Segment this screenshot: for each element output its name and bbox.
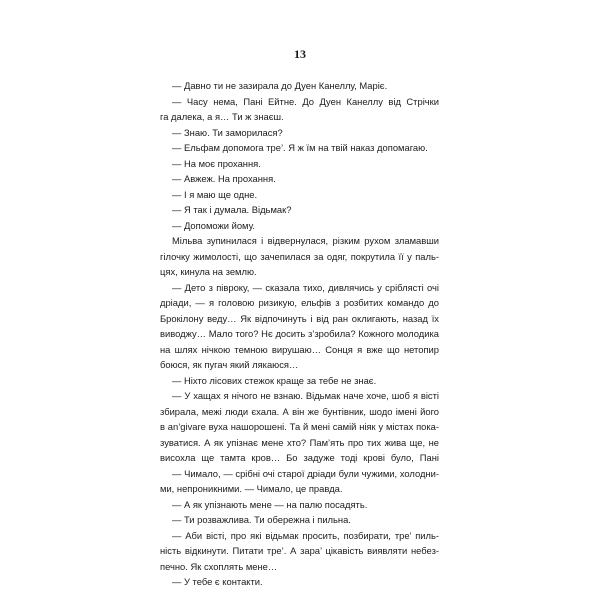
- text-line: — На моє прохання.: [172, 157, 261, 169]
- text-line: — І я маю ще одне.: [172, 188, 258, 200]
- text-line: ми, непроникними. — Чимало, це правда.: [160, 483, 343, 494]
- text-line: — Аби вісті, про які відьмак просить, позбирати, тре’ пиль-: [172, 529, 439, 541]
- text-line: — У тебе є контакти.: [172, 576, 263, 587]
- text-line: Мільва зупинилася і відвернулася, різким рухом зламавши: [172, 235, 439, 246]
- text-line: — У хащах я нічого не взнаю. Відьмак наче хоче, шоб я вісті: [172, 390, 439, 401]
- text-line: виводжу… Мало того? Нє досить з’зробила? Кожного молодика: [160, 328, 439, 339]
- text-line: — Ніхто лісових стежок краще за тебе не знає.: [172, 374, 377, 386]
- page-number: 13: [294, 47, 306, 61]
- text-line: цях, кинула на землю.: [160, 266, 257, 277]
- text-line: — Давно ти не зазирала до Дуен Канеллу, Маріє.: [172, 80, 388, 91]
- text-line: на шлях нічкою темною вирушаю… Сонця я вже що нетопир: [160, 343, 439, 355]
- text-line: гілочку жимолості, що зачепилася за одяг, покрутила її у паль-: [160, 250, 439, 262]
- text-line: га далека, а я… Ти ж знаєш.: [160, 111, 284, 122]
- text-line: — Часу нема, Пані Ейтне. До Дуен Канеллу від Стрічки: [172, 95, 439, 107]
- text-line: в an’givare вуха нашорошені. Та й мені самій ніяк у містах пока-: [160, 421, 439, 432]
- text-line: печно. Як схоплять мене…: [160, 560, 278, 572]
- text-line: зуватися. А як упізнає мене хто? Пам’ять про тих жива ще, не: [160, 436, 439, 448]
- body-text: [160, 78, 439, 590]
- text-line: висохла ще тамта кров… Бо задуже тоді крові було, Пані: [160, 452, 439, 463]
- text-line: — Дето з півроку, — сказала тихо, дивлячись у сріблясті очі: [172, 281, 439, 293]
- text-line: — Ти розважлива. Ти обережна і пильна.: [172, 514, 351, 525]
- text-line: боюся, як пугач який лякаюся…: [160, 359, 299, 370]
- text-line: — Допоможи йому.: [172, 219, 255, 231]
- text-line: збирала, межі люди єхала. А він же бунтівник, шодо імені його: [160, 405, 439, 417]
- text-line: ність відкинути. Питати тре’. А зара’ цікавість виявляти небез-: [160, 545, 439, 556]
- text-line: — Чимало, — срібні очі старої дріади були чужими, холодни-: [172, 467, 439, 479]
- text-line: — Я так і думала. Відьмак?: [172, 204, 292, 215]
- text-line: — Ельфам допомога тре’. Я ж їм на твій наказ допомагаю.: [172, 142, 428, 153]
- text-line: Брокілону веду… Як відпочинуть і від ран оклигають, назад їх: [160, 312, 439, 324]
- text-line: — Авжеж. На прохання.: [172, 173, 276, 184]
- text-line: — А як упізнають мене — на палю посадять.: [172, 498, 368, 510]
- text-line: — Знаю. Ти заморилася?: [172, 126, 283, 138]
- text-line: дріади, — я головою ризикую, ельфів з розбитих командо до: [160, 297, 439, 308]
